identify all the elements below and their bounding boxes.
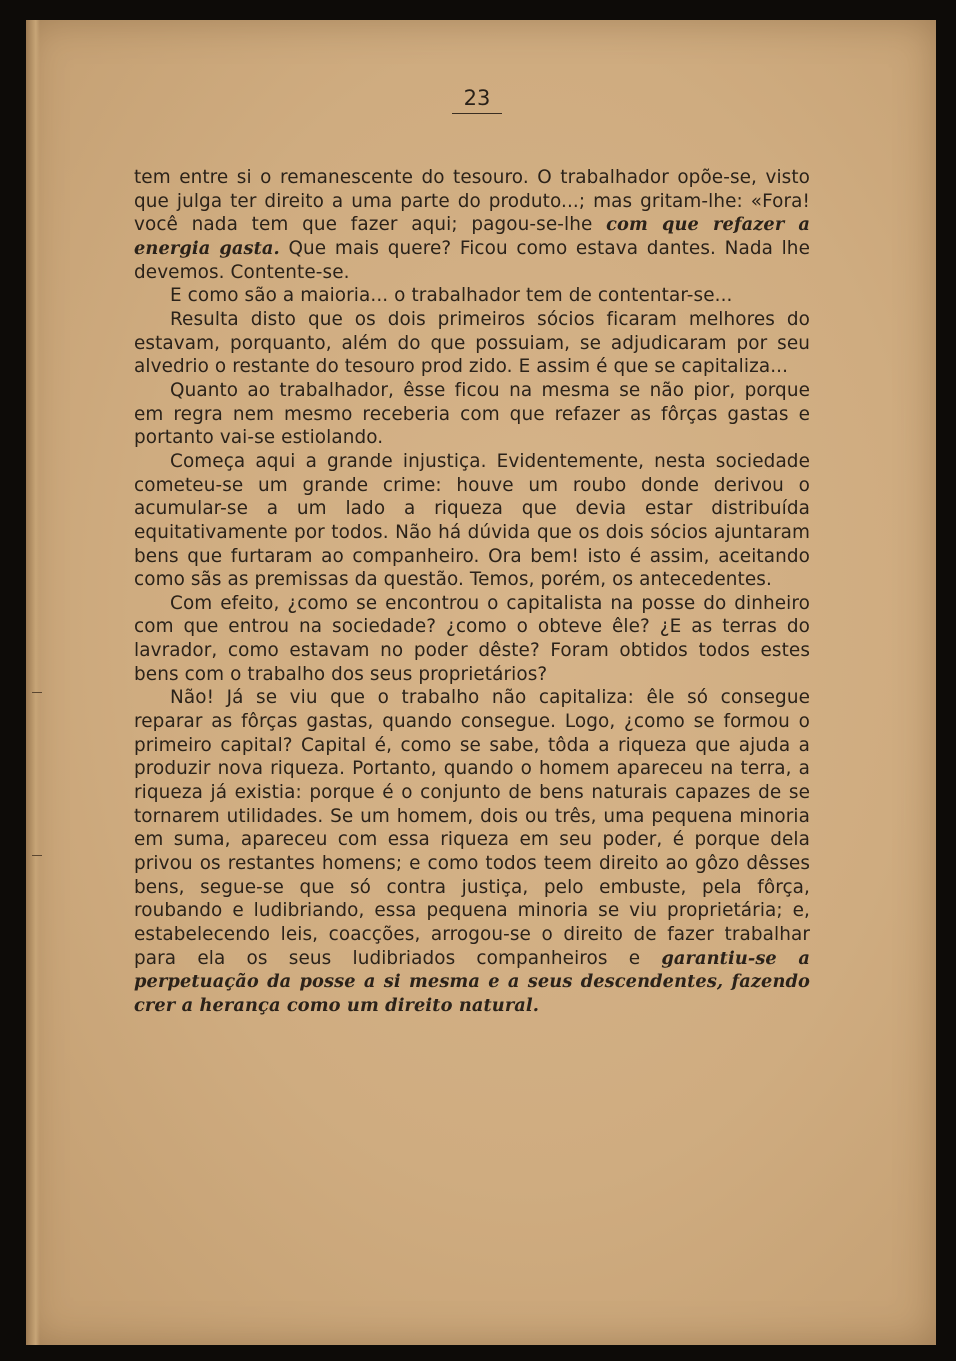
italic-text: com que refazer a energia gasta. bbox=[134, 214, 810, 259]
paragraph bbox=[134, 166, 810, 284]
paragraph bbox=[134, 686, 810, 1017]
paragraph-text: Quanto ao trabalhador, êsse ficou na mesma se não pior, porque em regra nem mesmo receberia com que refazer as fôrças gastas e portanto vai-se estiolando. bbox=[134, 379, 810, 449]
paragraph-text: E como são a maioria... o trabalhador tem de contentar-se... bbox=[170, 285, 733, 307]
paragraph-text: Com efeito, ¿como se encontrou o capitalista na posse do dinheiro com que entrou na sociedade? ¿como o obteve êle? ¿E as terras do lavrador, como estavam no poder dêste? Foram obtidos todos estes bens com o trabalho dos seus proprietários? bbox=[134, 592, 810, 685]
italic-text: garantiu-se a perpetuação da posse a si mesma e a seus descendentes, fazendo crer a herança como um direito natural. bbox=[134, 947, 810, 1016]
paragraph bbox=[134, 592, 810, 687]
paragraph-text: Resulta disto que os dois primeiros sócios ficaram melhores do estavam, porquanto, além do que possuiam, se adjudicaram por seu alvedrio o restante do tesouro prod zido. E assim é que se capitaliza... bbox=[134, 308, 810, 378]
paragraph-text: Começa aqui a grande injustiça. Evidentemente, nesta sociedade cometeu-se um grande crime: houve um roubo donde derivou o acumular-se a um lado a riqueza que devia estar distribuída equitativamente por todos. Não há dúvida que os dois sócios ajuntaram bens que furtaram ao companheiro. Ora bem! isto é assim, aceitando como sãs as premissas da questão. Temos, porém, os antecedentes. bbox=[134, 450, 810, 591]
paragraph bbox=[134, 308, 810, 379]
margin-mark bbox=[32, 855, 42, 856]
paragraph-text: tem entre si o remanescente do tesouro. O trabalhador opõe-se, visto que julga ter direito a uma parte do produto...; mas gritam-lhe: «Fora! você nada tem que fazer aqui; pagou-se-lhe bbox=[134, 167, 810, 236]
paragraph-text: Não! Já se viu que o trabalho não capitaliza: êle só consegue reparar as fôrças gastas, quando consegue. Logo, ¿como se formou o primeiro capital? Capital é, como se sabe, tôda a riqueza que ajuda a produzir nova riqueza. Portanto, quando o homem apareceu na terra, a riqueza já existia: porque é o conjunto de bens naturais capazes de se tornarem utilidades. Se um homem, dois ou três, uma pequena minoria em suma, apareceu com essa riqueza em seu poder, é porque dela privou os restantes homens; e como todos teem direito ao gôzo dêsses bens, segue-se que só contra justiça, pelo embuste, pela fôrça, roubando e ludibriando, essa pequena minoria se viu proprietária; e, estabelecendo leis, coacções, arrogou-se o direito de fazer trabalhar para ela os seus ludibriados companheiros e bbox=[134, 687, 810, 969]
margin-mark bbox=[32, 692, 42, 693]
body-text bbox=[134, 166, 810, 1018]
paragraph bbox=[134, 284, 810, 308]
paragraph bbox=[134, 379, 810, 450]
paragraph bbox=[134, 450, 810, 592]
binding-edge bbox=[26, 20, 40, 1345]
book-page bbox=[26, 20, 936, 1345]
page-number: 23 bbox=[452, 86, 502, 114]
paragraph-text: Que mais quere? Ficou como estava dantes. Nada lhe devemos. Contente-se. bbox=[134, 237, 810, 283]
